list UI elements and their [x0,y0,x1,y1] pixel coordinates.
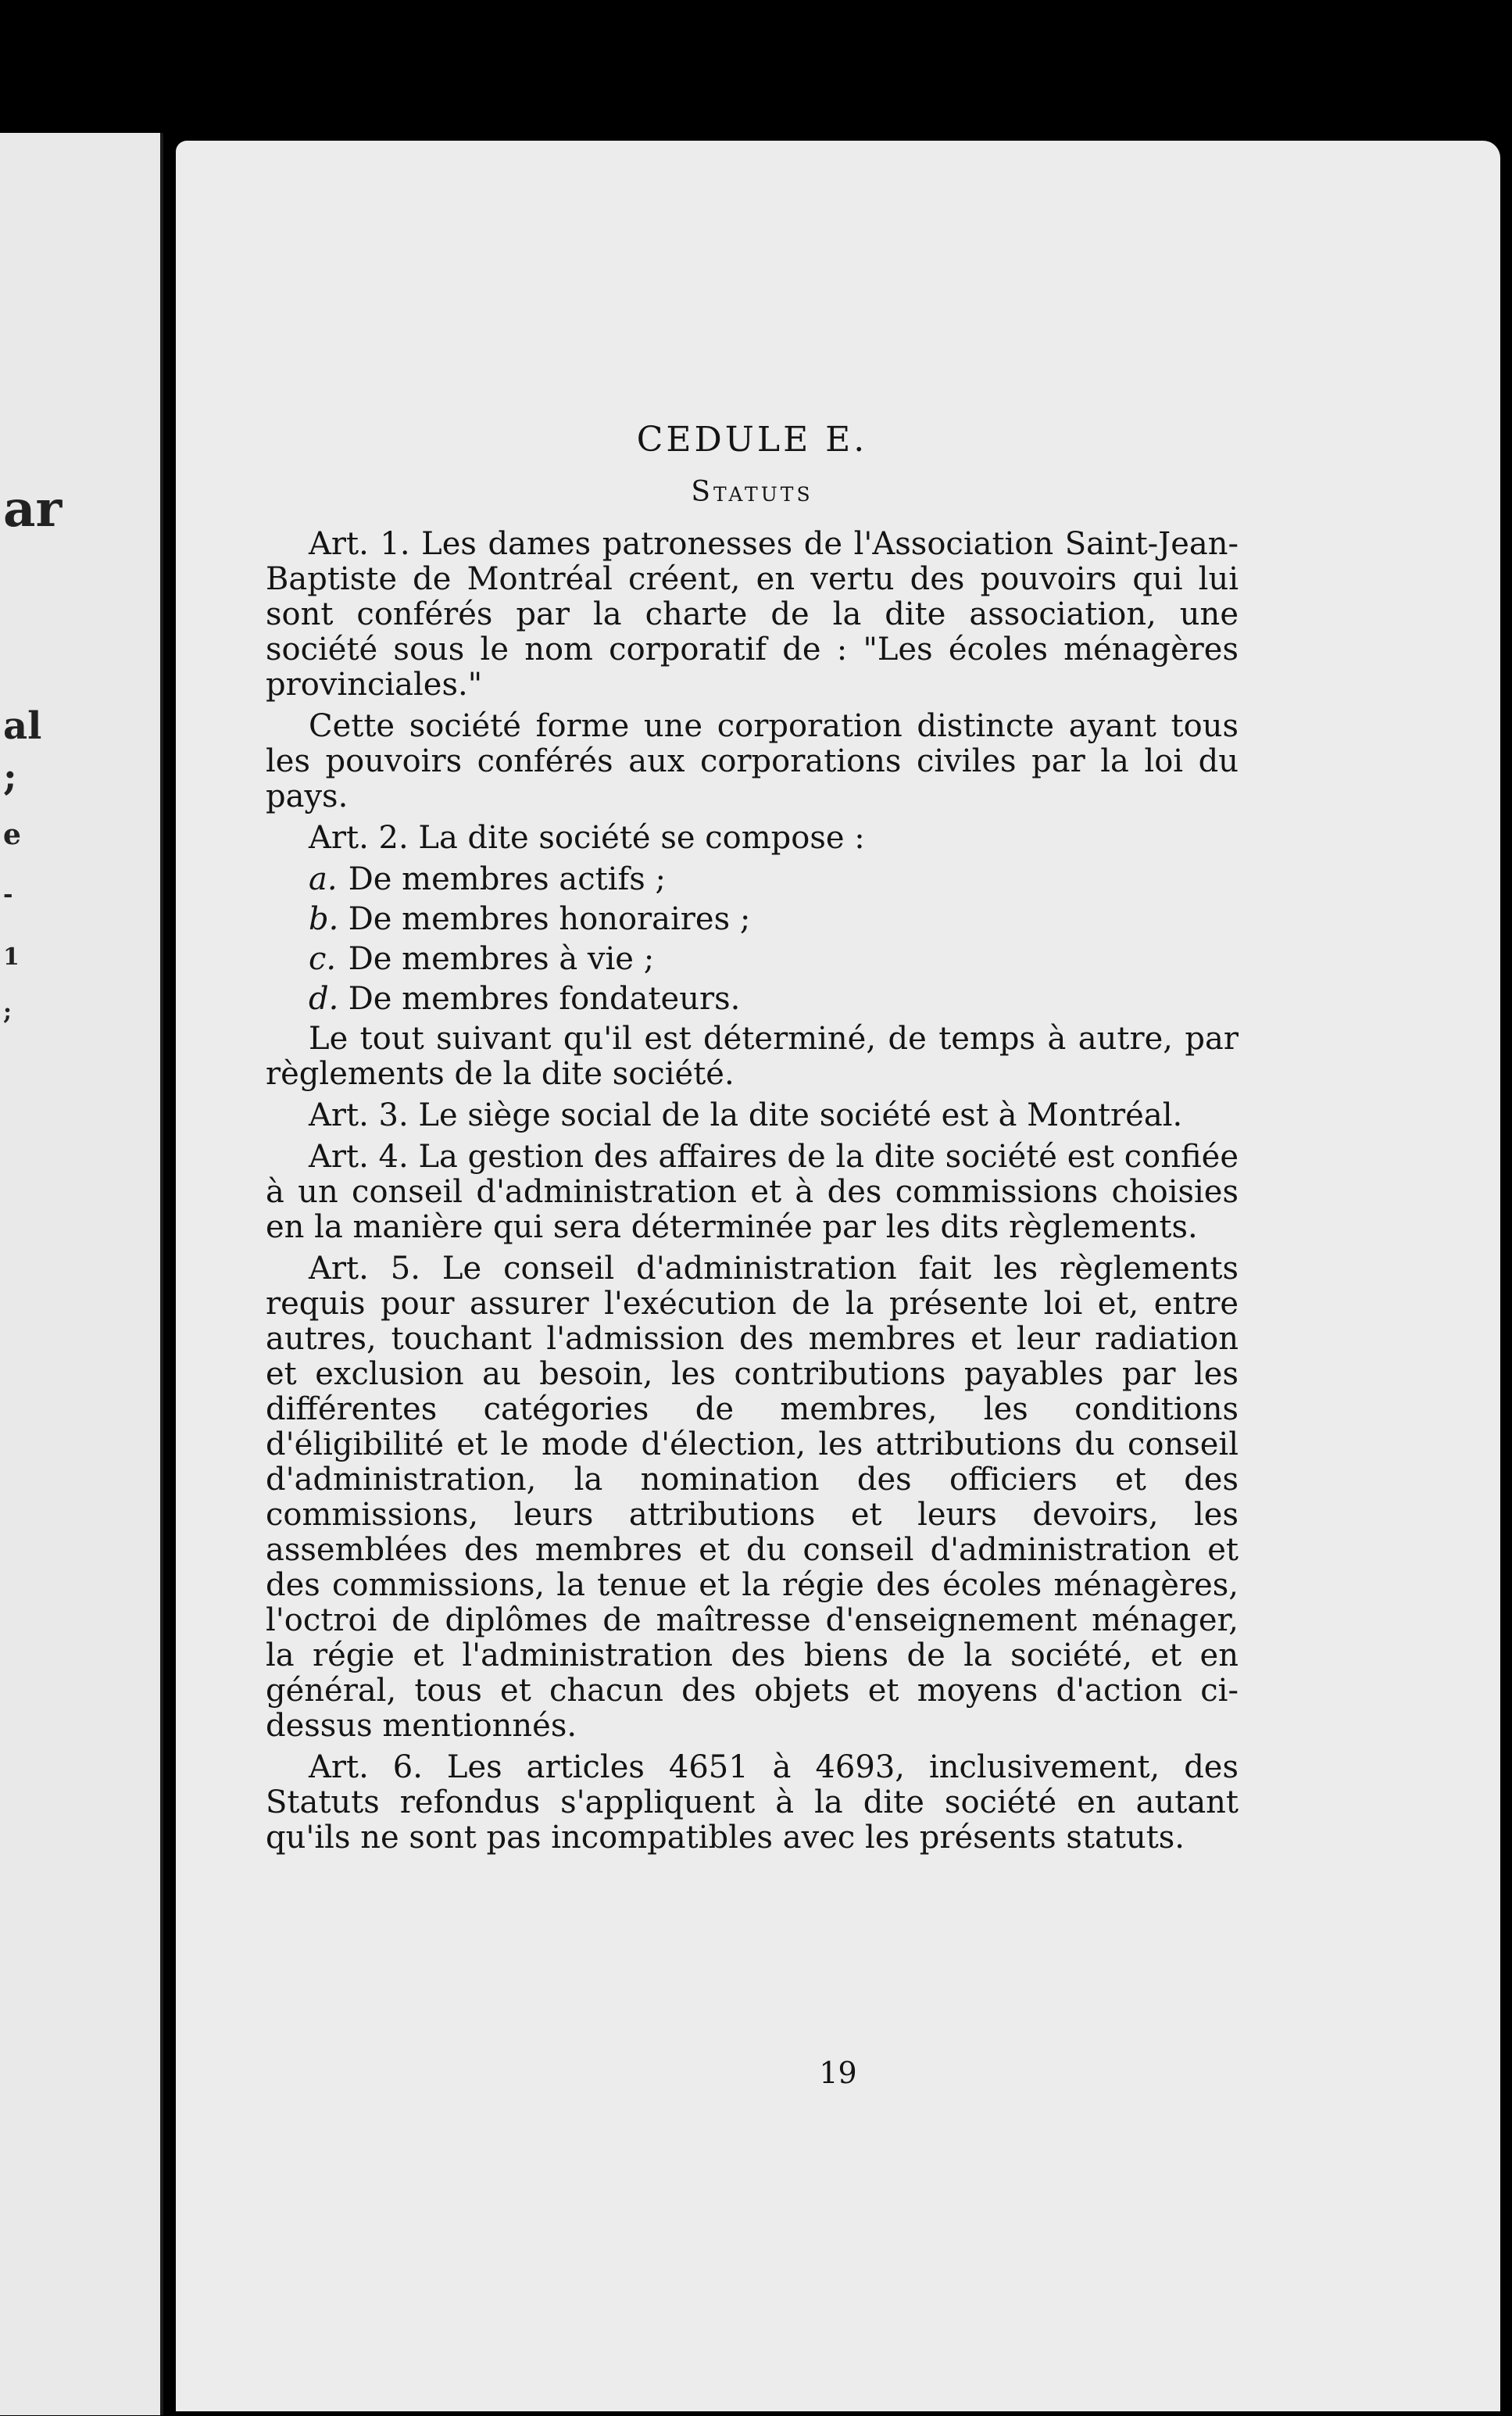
list-item-text: De membres actifs ; [348,861,666,897]
article-3: Art. 3. Le siège social de la dite société est à Montréal. [309,1097,1183,1133]
list-item [266,902,1239,937]
list-item [266,942,1239,977]
left-page-fragment: 1 [3,943,20,971]
left-page-fragment: ; [3,998,13,1025]
list-item-text: De membres honoraires ; [348,901,751,937]
article-5: Art. 5. Le conseil d'administration fait les règlements requis pour assurer l'exécution de la présente loi et, entre autres, touchant l'admission des membres et leur radiation et exclusion au besoin, les contributions payables par les différentes catégories de membres, les conditions d'éligibilité et le mode d'élection, les attributions du conseil d'administration, la nomination des officiers et des commissions, leurs attributions et leurs devoirs, les assemblées des membres et du conseil d'administration et des commissions, la tenue et la régie des écoles ménagères, l'octroi de diplômes de maîtresse d'enseignement ménager, la régie et l'administration des biens de la société, et en général, tous et chacun des objets et moyens d'action ci-dessus mentionnés. [266,1251,1239,1744]
list-item-letter: a. [309,861,338,897]
article-4: Art. 4. La gestion des affaires de la dite société est confiée à un conseil d'administration et à des commissions choisies en la manière qui sera déterminée par les dits règlements. [266,1139,1239,1245]
left-page-fragment: e [3,818,21,851]
list-item-letter: b. [309,901,339,937]
page-heading: CEDULE E. [636,420,868,460]
list-item-text: De membres à vie ; [348,941,655,977]
article-1-continued: Cette société forme une corporation distincte ayant tous les pouvoirs conférés aux corporations civiles par la loi du pays. [266,708,1239,814]
left-page-fragment: al [3,704,42,748]
list-item-letter: c. [309,941,337,977]
page-subheading: Statuts [691,476,813,508]
list-item-letter: d. [309,981,339,1017]
left-page [0,133,163,2415]
article-2-continued: Le tout suivant qu'il est déterminé, de temps à autre, par règlements de la dite société. [266,1021,1239,1092]
page-content [266,422,1239,1862]
left-page-fragment: - [3,881,13,908]
list-item-text: De membres fondateurs. [348,981,741,1017]
list-item [266,862,1239,897]
document-page [176,141,1500,2411]
left-page-fragment: ar [3,480,63,539]
article-2: Art. 2. La dite société se compose : [309,820,865,856]
left-page-fragment: ; [3,755,17,799]
page-number: 19 [819,2056,857,2090]
article-1: Art. 1. Les dames patronesses de l'Association Saint-Jean-Baptiste de Montréal créent, en vertu des pouvoirs qui lui sont conférés par la charte de la dite association, une société sous le nom corporatif de : "Les écoles ménagères provinciales." [266,526,1239,703]
list-item [266,982,1239,1017]
article-6: Art. 6. Les articles 4651 à 4693, inclusivement, des Statuts refondus s'appliquent à la dite société en autant qu'ils ne sont pas incompatibles avec les présents statuts. [266,1749,1239,1856]
